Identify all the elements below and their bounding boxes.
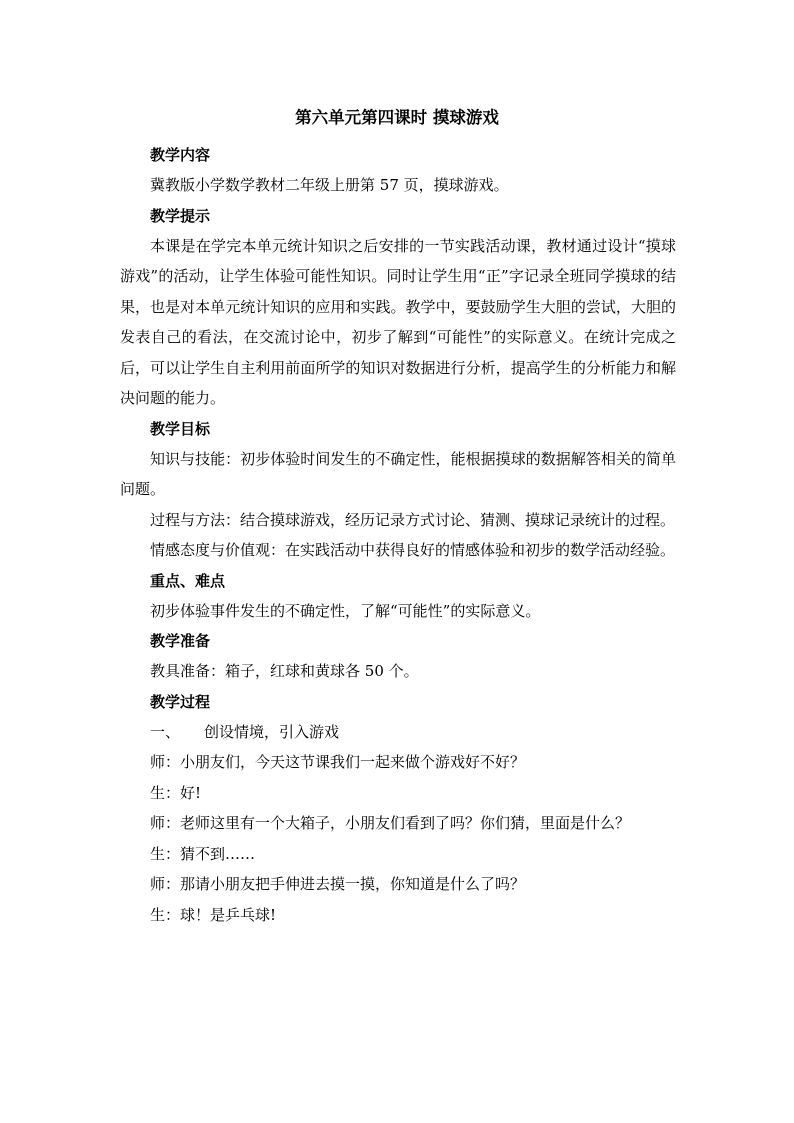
keypoints-paragraph: 初步体验事件发生的不确定性，了解“可能性”的实际意义。	[150, 601, 541, 620]
document-title: 第六单元第四课时 摸球游戏	[295, 108, 499, 127]
section-heading-process: 教学过程	[150, 692, 211, 711]
section-heading-prep: 教学准备	[150, 632, 211, 650]
goal-emotion-paragraph: 情感态度与价值观：在实践活动中获得良好的情感体验和初步的数学活动经验。	[150, 541, 676, 559]
goal-knowledge-paragraph: 知识与技能：初步体验时间发生的不确定性，能根据摸球的数据解答相关的简单问题。	[120, 449, 676, 498]
goal-process-paragraph: 过程与方法：结合摸球游戏，经历记录方式讨论、猜测、摸球记录统计的过程。	[150, 510, 676, 529]
section-heading-keypoints: 重点、难点	[150, 571, 226, 590]
section-heading-content: 教学内容	[150, 146, 211, 164]
tips-paragraph: 本课是在学完本单元统计知识之后安排的一节实践活动课，教材通过设计“摸球游戏”的活动，让学生体验可能性知识。同时让学生用“正”字记录全班同学摸球的结果，也是对本单元统计知识的应用和实践。教学中，要鼓励学生大胆的尝试，大胆的发表自己的看法，在交流讨论中，初步了解到“可能性”的实际意义。在统计完成之后，可以让学生自主利用前面所学的知识对数据进行分析，提高学生的分析能力和解决问题的能力。	[120, 236, 676, 407]
dialogue-line: 生：好!	[150, 783, 202, 802]
step-one-number: 一、	[150, 722, 181, 741]
dialogue-line: 生：球！是乒乓球!	[150, 905, 277, 924]
dialogue-line: 生：猜不到……	[150, 844, 256, 863]
step-one-line	[120, 717, 676, 748]
step-one-text: 创设情境，引入游戏	[204, 722, 340, 741]
content-paragraph: 冀教版小学数学教材二年级上册第 57 页，摸球游戏。	[150, 176, 509, 194]
prep-paragraph: 教具准备：箱子，红球和黄球各 50 个。	[150, 662, 419, 680]
section-heading-tips: 教学提示	[150, 206, 211, 225]
dialogue-line: 师：小朋友们，今天这节课我们一起来做个游戏好不好？	[150, 753, 526, 771]
dialogue-line: 师：那请小朋友把手伸进去摸一摸，你知道是什么了吗？	[150, 875, 526, 893]
dialogue-line: 师：老师这里有一个大箱子，小朋友们看到了吗？你们猜，里面是什么？	[150, 814, 631, 832]
document-body	[120, 140, 676, 930]
section-heading-goals: 教学目标	[150, 419, 211, 438]
